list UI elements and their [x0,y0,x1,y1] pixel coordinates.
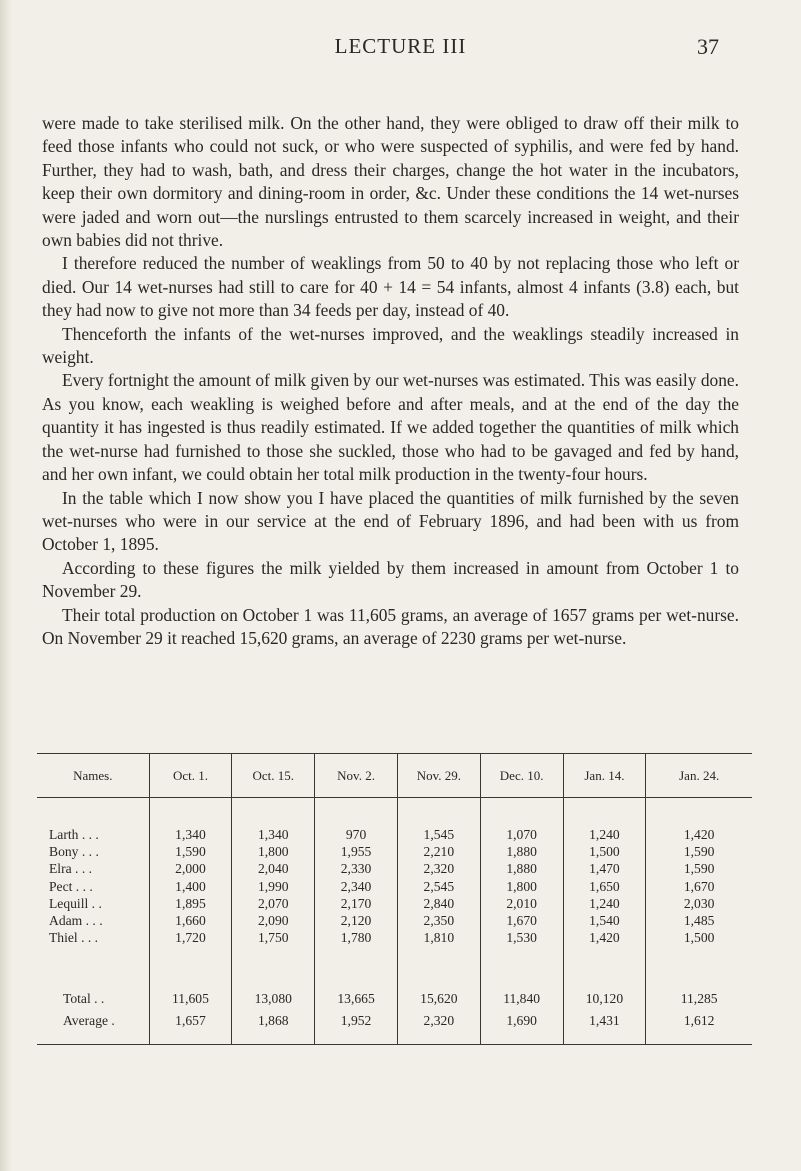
table-cell: 2,120 [340,913,372,929]
table-cell: 1,650 [589,878,620,894]
nov-29-column [397,798,480,988]
table-cell: 1,420 [589,930,620,946]
paragraph: I therefore reduced the number of weaklings from 50 to 40 by not replacing those who left or died. Our 14 wet-nurses had still to care for 40 + 14 = 54 infants, almost 4 infants (3.8) each, but they had now to give not more than 34 feeds per day, instead of 40. [42,253,739,321]
jan-24-column [646,798,752,988]
total-cell: 11,605 [172,990,209,1006]
table-cell: 2,340 [340,878,372,894]
table-cell: 1,590 [175,844,206,860]
table-cell: 1,660 [175,913,206,929]
nurse-name: Thiel . . . [49,930,99,946]
table-cell: 2,000 [175,861,206,877]
running-title: LECTURE III [334,34,467,58]
page-number: 37 [697,34,719,59]
oct-15-column [232,798,315,988]
table-cell: 1,540 [589,913,620,929]
table-cell: 2,030 [683,895,715,911]
table-cell: 2,090 [257,913,289,929]
paragraph: Every fortnight the amount of milk given by our wet-nurses was estimated. This was easily done. As you know, each weakling is weighed before and after meals, and at the end of the day the quantity it has ingested is thus readily estimated. If we added together the quantities of milk which the wet-nurse had furnished to those she suckled, those who had to be gavaged and fed by hand, and her own infant, we could obtain her total milk production in the twenty-four hours. [42,370,739,485]
table-cell: 1,880 [506,844,537,860]
total-cell: 10,120 [585,990,624,1006]
dec-10-totals [480,988,563,1045]
oct-15-totals [232,988,315,1045]
nurse-name: Elra . . . [49,861,93,877]
table-cell: 1,530 [506,930,537,946]
nov-29-totals [397,988,480,1045]
average-cell: 1,657 [175,1012,206,1028]
table-totals-block [37,988,752,1045]
milk-production-table-wrap [37,753,752,1045]
nurse-name: Pect . . . [49,878,93,894]
table-header-row [37,754,752,798]
table-data-block [37,798,752,988]
oct-1-column [149,798,232,988]
total-cell: 13,080 [254,990,292,1006]
average-cell: 2,320 [423,1012,455,1028]
oct-1-totals [149,988,232,1045]
table-cell: 2,320 [423,861,455,877]
table-cell: 1,895 [175,895,206,911]
header-oct-1: Oct. 1. [149,754,232,798]
average-cell: 1,952 [340,1012,372,1028]
table-cell: 1,590 [683,861,715,877]
jan-14-column [563,798,646,988]
total-cell: 13,665 [337,990,375,1006]
table-cell: 1,470 [589,861,620,877]
table-cell: 1,670 [683,878,715,894]
nov-2-column [315,798,398,988]
table-cell: 1,990 [257,878,289,894]
table-cell: 2,010 [506,895,537,911]
header-nov-2: Nov. 2. [315,754,398,798]
table-cell: 1,400 [175,878,206,894]
table-cell: 2,070 [257,895,289,911]
header-names: Names. [73,767,113,783]
nurse-name: Lequill . . [49,895,102,911]
table-cell: 1,720 [175,930,206,946]
total-label: Total . . [63,990,105,1006]
average-cell: 1,868 [257,1012,289,1028]
table-cell: 1,420 [683,827,715,842]
table-cell: 1,955 [340,844,372,860]
header-dec-10: Dec. 10. [480,754,563,798]
page-gutter-shadow [0,0,12,1171]
table-cell: 1,240 [589,827,620,842]
nurse-name: Bony . . . [49,844,99,860]
paragraph-continued: were made to take sterilised milk. On the other hand, they were obliged to draw off their milk to feed those infants who could not suck, or who were suspected of syphilis, and were fed by hand. Further, they had to wash, bath, and dress their charges, change the hot water in the incubators, keep their own dormitory and dining-room in order, &c. Under these conditions the 14 wet-nurses were jaded and worn out—the nurslings entrusted to them scarcely increased in weight, and their own babies did not thrive. [42,113,739,251]
table-cell: 1,340 [257,827,289,842]
average-cell: 1,612 [683,1012,715,1028]
header-nov-29: Nov. 29. [397,754,480,798]
total-cell: 15,620 [420,990,458,1006]
table-cell: 2,840 [423,895,455,911]
table-cell: 2,330 [340,861,372,877]
page-header [0,34,801,64]
totals-labels [37,988,149,1045]
table-cell: 2,210 [423,844,455,860]
nurse-name: Adam . . . [49,913,103,929]
table-cell: 1,750 [257,930,289,946]
table-cell: 1,670 [506,913,537,929]
table-cell: 2,350 [423,913,455,929]
table-cell: 1,800 [257,844,289,860]
paragraph: Their total production on October 1 was 11,605 grams, an average of 1657 grams per wet-nurse. On November 29 it reached 15,620 grams, an average of 2230 grams per wet-nurse. [42,604,739,648]
header-jan-24: Jan. 24. [646,754,752,798]
table-cell: 1,485 [683,913,715,929]
dec-10-column [480,798,563,988]
table-cell: 1,810 [423,930,455,946]
header-jan-14: Jan. 14. [563,754,646,798]
body-text [42,112,739,650]
table-cell: 1,070 [506,827,537,842]
paragraph: In the table which I now show you I have placed the quantities of milk furnished by the seven wet-nurses who were in our service at the end of February 1896, and had been with us from October 1, 1895. [42,487,739,555]
paragraph: According to these figures the milk yielded by them increased in amount from October 1 to November 29. [42,557,739,602]
nov-2-totals [315,988,398,1045]
table-cell: 2,545 [423,878,455,894]
paragraph: Thenceforth the infants of the wet-nurses improved, and the weaklings steadily increased in weight. [42,323,739,368]
nurse-name: Larth . . . [49,827,99,842]
total-cell: 11,285 [680,990,718,1006]
average-label: Average . [63,1012,115,1028]
milk-production-table [37,753,752,1045]
table-cell: 1,590 [683,844,715,860]
jan-24-totals [646,988,752,1045]
total-cell: 11,840 [503,990,541,1006]
table-cell: 1,880 [506,861,537,877]
table-cell: 2,040 [257,861,289,877]
table-cell: 1,800 [506,878,537,894]
table-cell: 1,545 [423,827,455,842]
jan-14-totals [563,988,646,1045]
table-cell: 970 [345,827,367,842]
average-cell: 1,431 [589,1012,620,1028]
table-cell: 1,340 [175,827,206,842]
names-column [37,798,149,988]
table-cell: 1,500 [683,930,715,946]
table-cell: 1,240 [589,895,620,911]
table-cell: 1,500 [589,844,620,860]
header-oct-15: Oct. 15. [232,754,315,798]
table-cell: 2,170 [340,895,372,911]
average-cell: 1,690 [506,1012,537,1028]
table-cell: 1,780 [340,930,372,946]
